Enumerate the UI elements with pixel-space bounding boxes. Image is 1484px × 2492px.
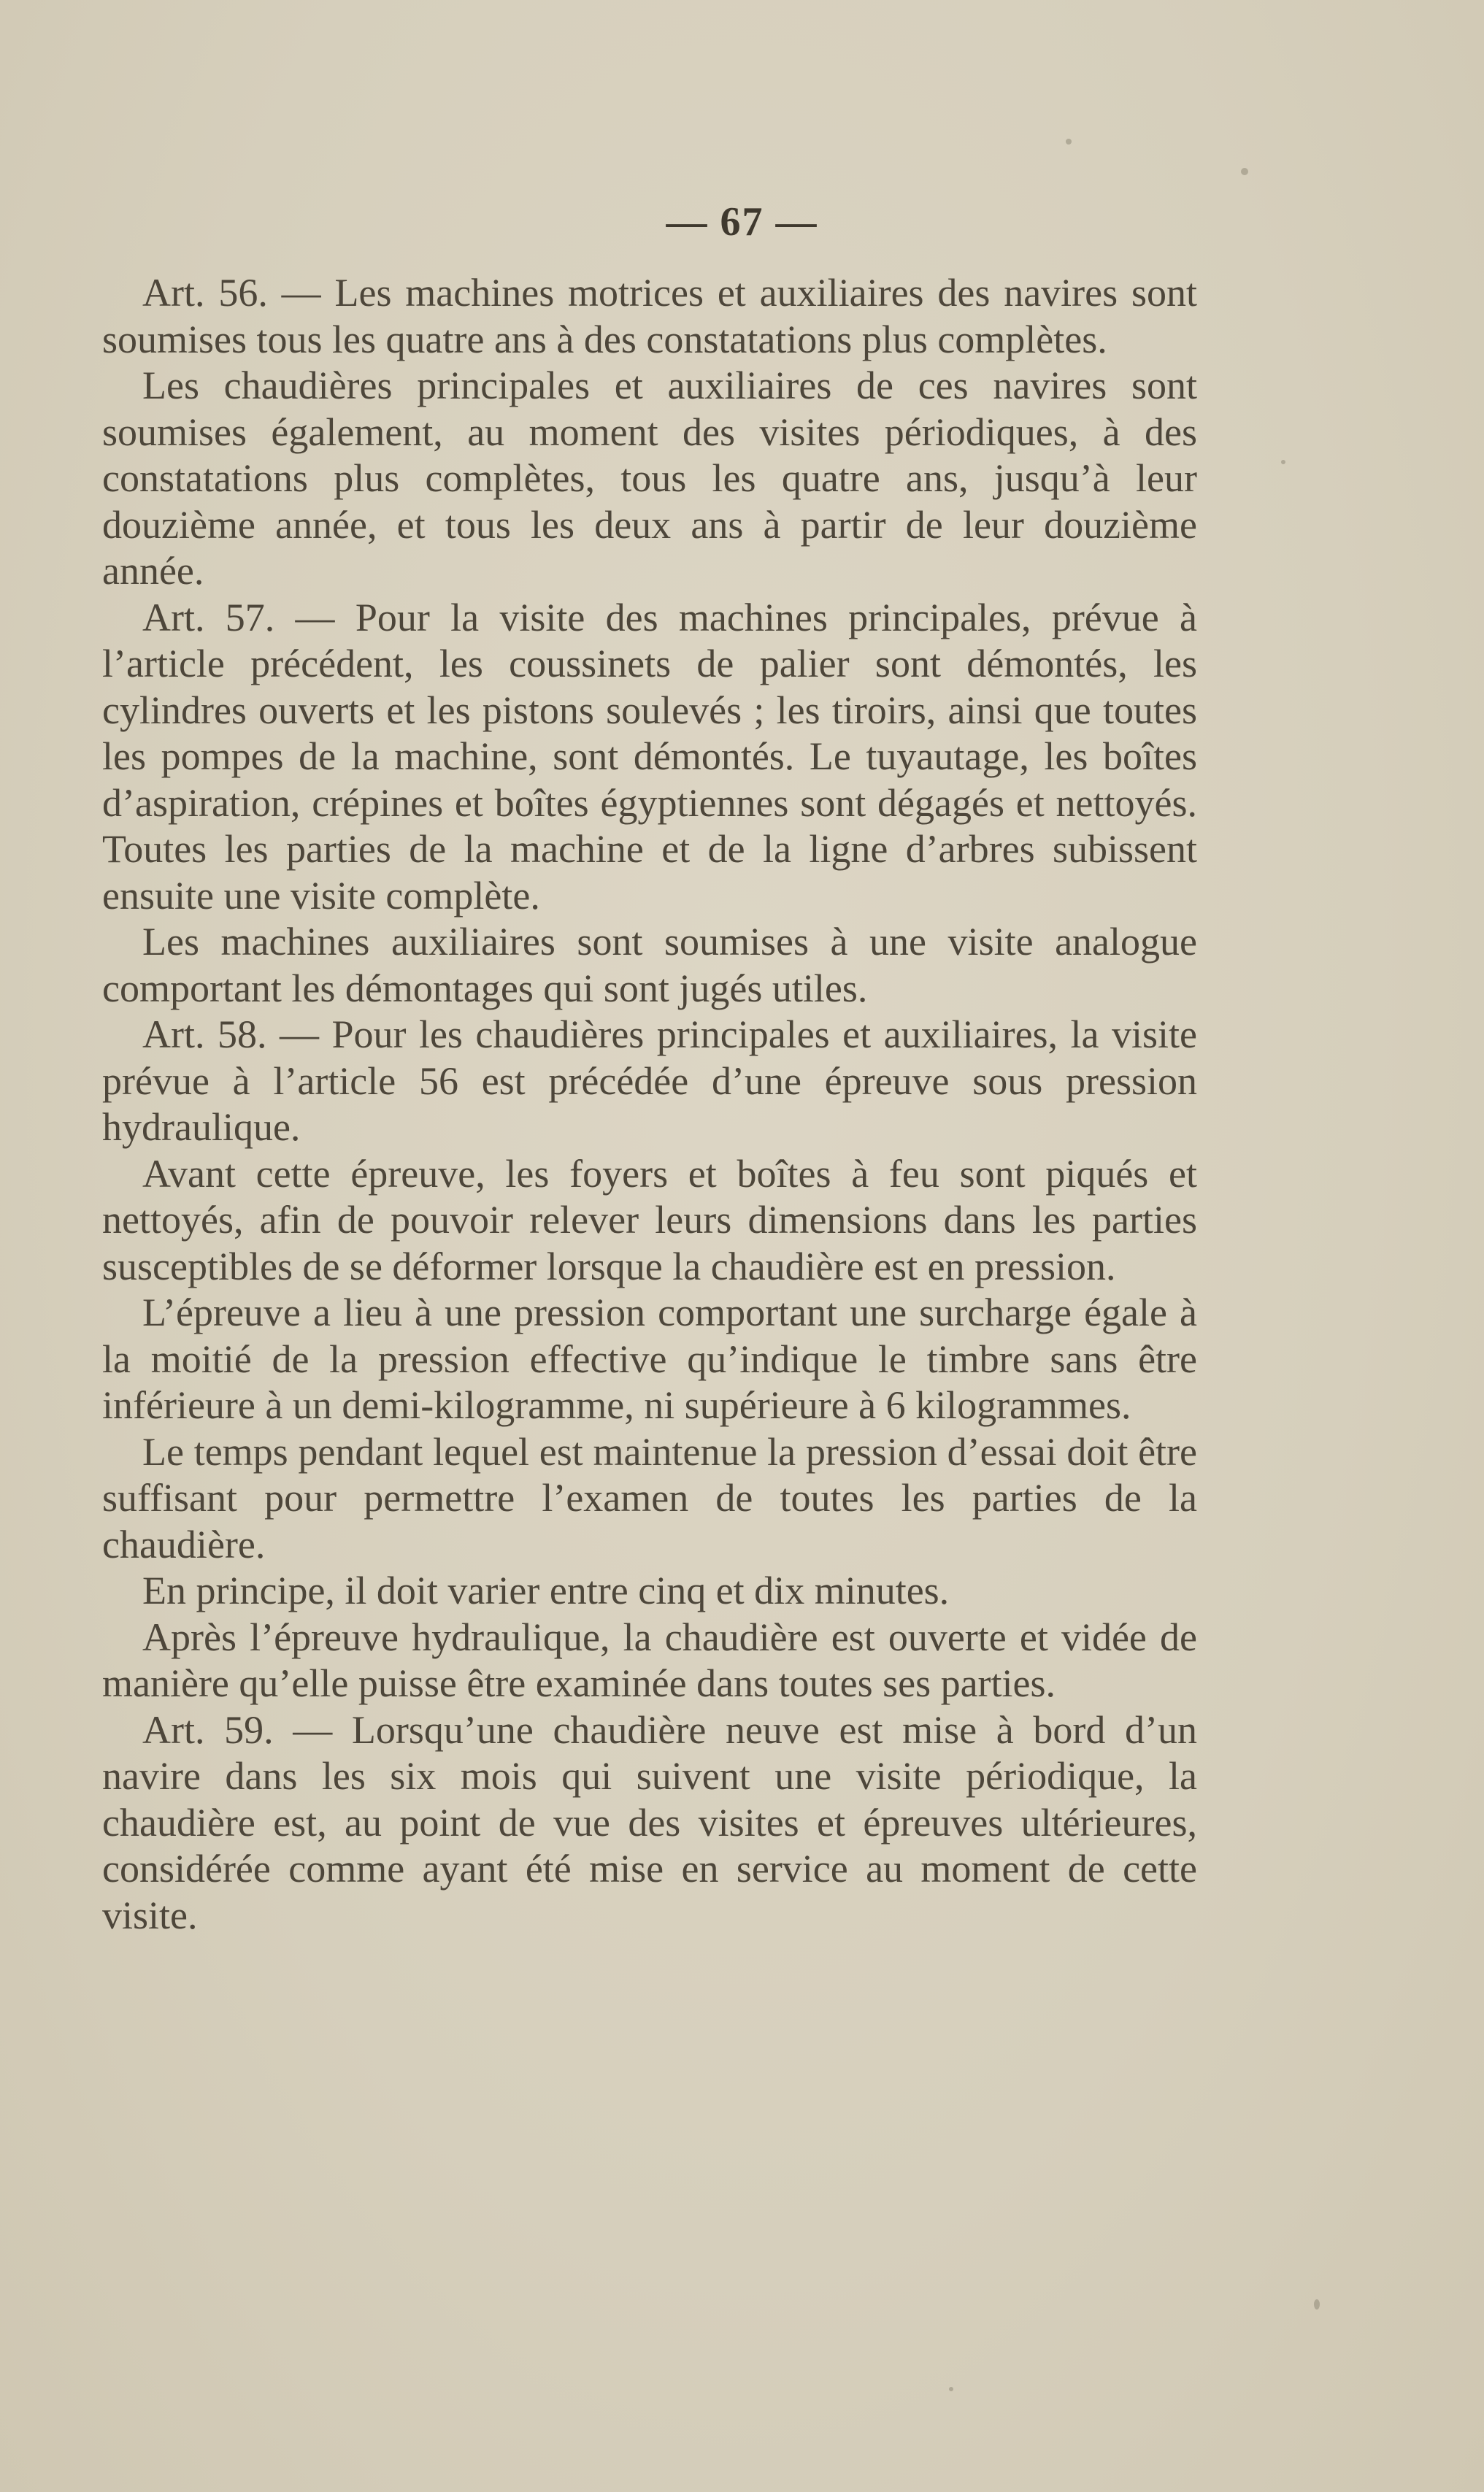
paragraph-avant-epreuve: Avant cette épreuve, les foyers et boîtes à feu sont piqués et nettoyés, afin de pouvoir relever leurs dimensions dans les parties susceptibles de se déformer lorsque la chaudière est en pression. [102,1151,1197,1288]
paragraph-art-57: Art. 57. — Pour la visite des machines principales, prévue à l’article précédent, les coussinets de palier sont démontés, les cylindres ouverts et les pistons soulevés ; les tiroirs, ainsi que toutes les pompes de la machine, sont démontés. Le tuyautage, les boîtes d’aspiration, crépines et boîtes égyptiennes sont dégagés et nettoyés. Toutes les parties de la machine et de la ligne d’arbres subissent ensuite une visite complète. [102,595,1197,918]
paper-speck [1314,2299,1320,2310]
paper-speck [1241,168,1248,175]
paragraph-art-59: Art. 59. — Lorsqu’une chaudière neuve est mise à bord d’un navire dans les six mois qui suivent une visite périodique, la chaudière est, au point de vue des visites et épreuves ultérieures, considérée comme ayant été mise en service au moment de cette visite. [102,1707,1197,1937]
paragraph-temps-pression: Le temps pendant lequel est maintenue la pression d’essai doit être suffisant pour permettre l’examen de toutes les parties de la chaudière. [102,1429,1197,1566]
paragraph-pression-epreuve: L’épreuve a lieu à une pression comportant une surcharge égale à la moitié de la pression effective qu’indique le timbre sans être inférieure à un demi-kilogramme, ni supérieure à 6 kilogrammes. [102,1291,1197,1427]
paper-speck [949,2387,953,2391]
paragraph-duree: En principe, il doit varier entre cinq et dix minutes. [142,1569,950,1612]
paragraph-chaudieres-visites: Les chaudières principales et auxiliaires de ces navires sont soumises également, au moment des visites périodiques, à des constatations plus complètes, tous les quatre ans, jusqu’à leur douzième année, et tous les deux ans à partir de leur douzième année. [102,364,1197,593]
page-number: — 67 — [666,199,818,245]
paper-speck [1281,460,1285,464]
paragraph-machines-auxiliaires: Les machines auxiliaires sont soumises à une visite analogue comportant les démontages qui sont jugés utiles. [102,920,1197,1010]
paragraph-art-56: Art. 56. — Les machines motrices et auxiliaires des navires sont soumises tous les quatre ans à des constatations plus complètes. [102,271,1197,361]
paragraph-apres-epreuve: Après l’épreuve hydraulique, la chaudière est ouverte et vidée de manière qu’elle puisse être examinée dans toutes ses parties. [102,1615,1197,1705]
paragraph-art-58: Art. 58. — Pour les chaudières principales et auxiliaires, la visite prévue à l’article 56 est précédée d’une épreuve sous pression hydraulique. [102,1012,1197,1149]
body-text [102,270,1197,1939]
paper-speck [1066,139,1072,145]
